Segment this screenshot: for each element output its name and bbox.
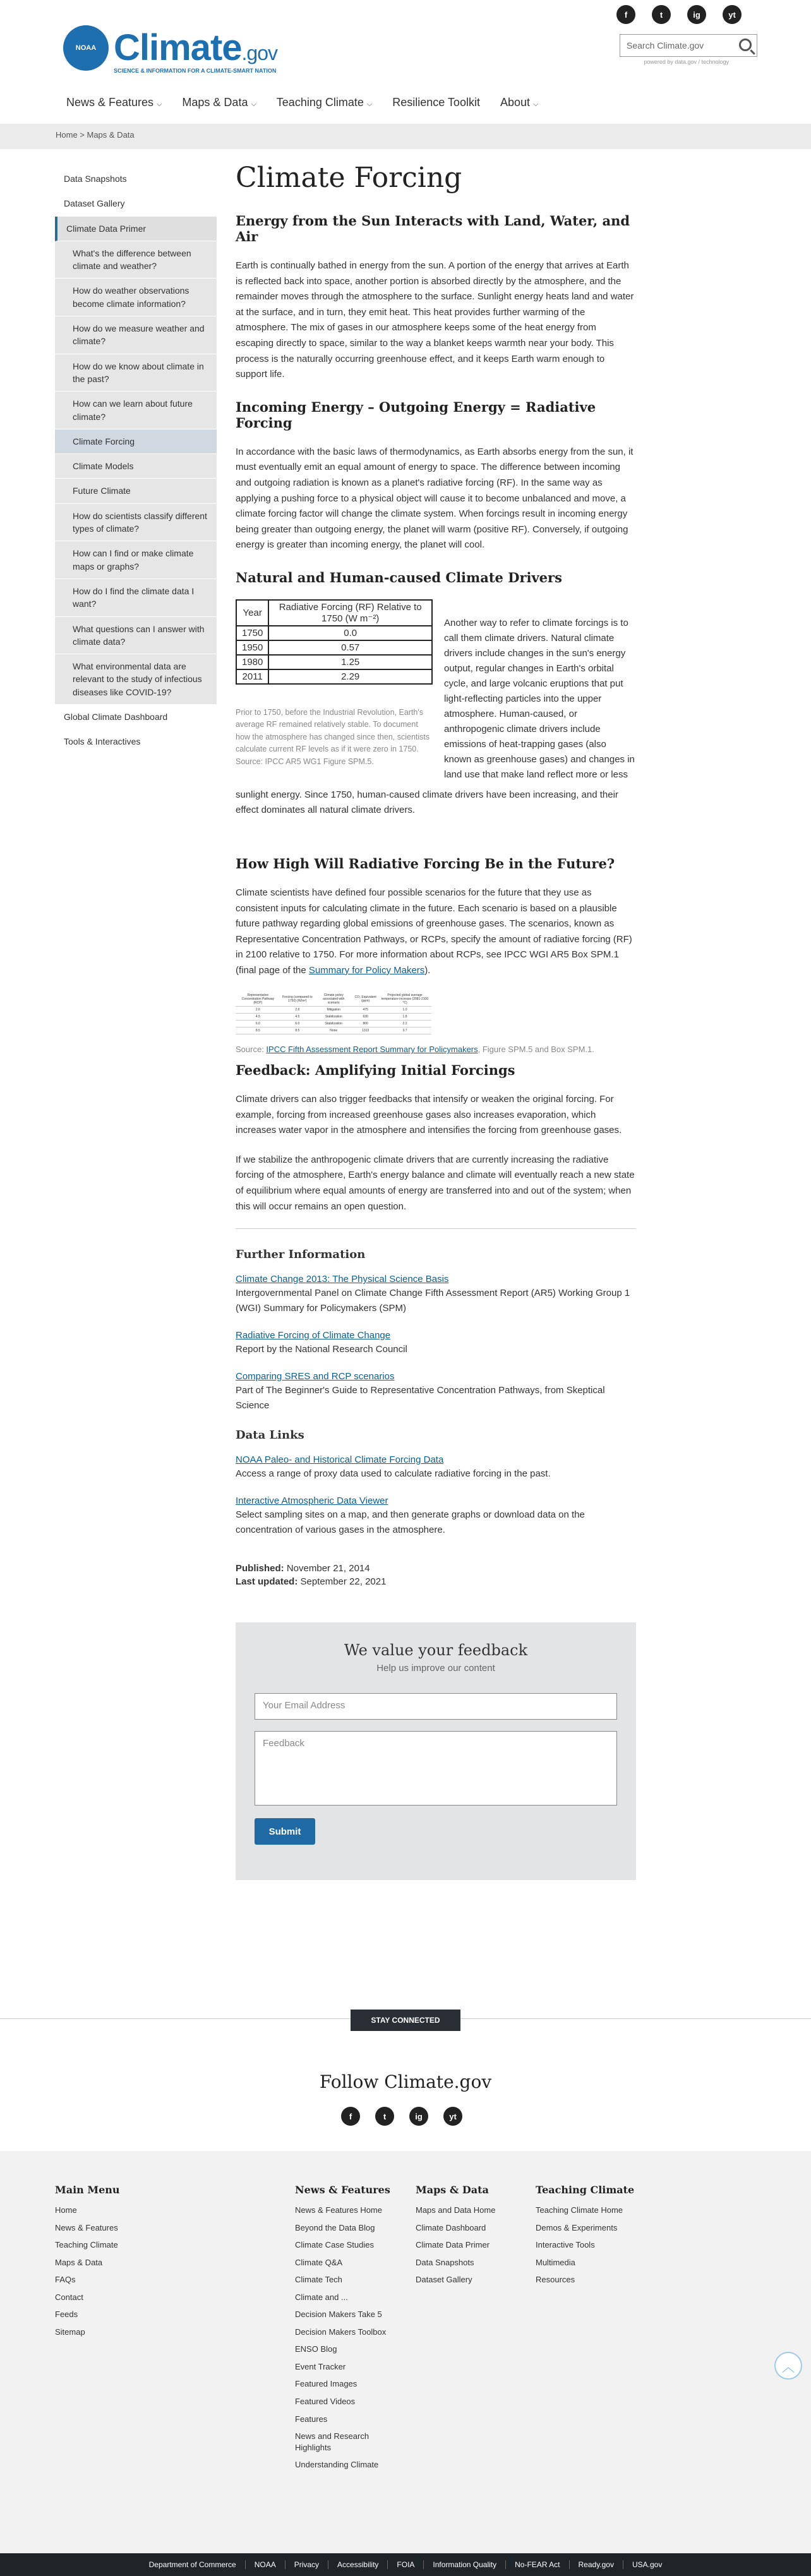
page-title: Climate Forcing: [236, 162, 462, 194]
nav-news-features[interactable]: News & Features ⌵: [66, 96, 162, 109]
further-info-heading: Further Information: [236, 1248, 366, 1262]
paragraph: Climate scientists have defined four possible scenarios for the future that they use as consistent inputs for calculating climate in the future. Each scenario is based on a plausible future pathway regarding global emissions of greenhouse gases. The scenarios, known as Representative Concentration Pathways, or RCPs, specify the amount of radiative forcing (RF) in 2100 relative to 1750. For more information about RCPs, see IPCC WGI AR5 Box SPM.1 (final page of the Summary for Policy Makers).: [236, 887, 632, 976]
footer-link[interactable]: Interactive Tools: [536, 2240, 595, 2250]
table-caption: Source: IPCC Fifth Assessment Report Summary for Policymakers, Figure SPM.5 and Box SPM.1.: [236, 1045, 594, 1055]
section-heading: Incoming Energy – Outgoing Energy = Radiative Forcing: [236, 398, 596, 431]
published-date: Published: November 21, 2014: [236, 1563, 370, 1574]
youtube-icon[interactable]: yt: [443, 2107, 462, 2126]
climate-gov-logo[interactable]: [63, 25, 277, 74]
footer-link[interactable]: News & Features Home: [295, 2205, 382, 2215]
site-footer: [0, 2151, 811, 2553]
table-row: 2.6 2.6 Mitigation 475 1.0: [236, 1007, 431, 1014]
sidebar-subitem[interactable]: How do weather observations become climate information?: [55, 279, 217, 316]
data-link[interactable]: Interactive Atmospheric Data Viewer: [236, 1495, 388, 1507]
footer-link[interactable]: Teaching Climate: [55, 2240, 118, 2250]
footer-link[interactable]: News & Features: [55, 2222, 118, 2232]
gov-link[interactable]: Privacy: [285, 2560, 328, 2569]
nav-teaching-climate[interactable]: Teaching Climate ⌵: [276, 96, 373, 109]
footer-link[interactable]: Data Snapshots: [416, 2257, 474, 2267]
paragraph: sunlight energy. Since 1750, human-caused climate drivers have been increasing, and their effect dominates all natural climate drivers.: [236, 789, 618, 815]
nav-about[interactable]: About ⌵: [500, 96, 539, 109]
sidebar-subitem[interactable]: How can I find or make climate maps or graphs?: [55, 541, 217, 579]
gov-link[interactable]: USA.gov: [632, 2560, 663, 2569]
facebook-icon[interactable]: f: [616, 5, 635, 24]
footer-col-news: News & Features News & Features Home Beyond the Data Blog Climate Case Studies Climate Q&A Climate Tech Climate and ... Decision Makers Take 5 Decision Makers Toolbox ENSO Blog Event Tracker Featured Images Featured Videos Features News and Research Highlights Understanding Climate: [295, 2184, 402, 2477]
footer-link[interactable]: Resources: [536, 2275, 575, 2285]
follow-heading: Follow Climate.gov: [319, 2071, 492, 2092]
gov-link[interactable]: Accessibility: [328, 2560, 388, 2569]
gov-link[interactable]: NOAA: [246, 2560, 285, 2569]
further-link[interactable]: Climate Change 2013: The Physical Science Basis: [236, 1274, 449, 1285]
gov-link[interactable]: Information Quality: [424, 2560, 506, 2569]
footer-link[interactable]: Features: [295, 2414, 328, 2424]
chevron-down-icon: ⌵: [366, 100, 373, 108]
twitter-icon[interactable]: t: [375, 2107, 394, 2126]
sidebar-item-tools-interactives[interactable]: Tools & Interactives: [55, 729, 217, 754]
content-area: [0, 149, 811, 2006]
search-powered-by: powered by data.gov / technology: [644, 59, 729, 65]
sidebar-subitem[interactable]: How do scientists classify different types of climate?: [55, 504, 217, 542]
table-row: 1950 0.57: [236, 640, 432, 655]
paragraph: Climate drivers can also trigger feedbacks that intensify or weaken the original forcing. For example, forcing from increased greenhouse gases also increases evaporation, which increases water vapor in the atmosphere and intensifies the forcing from greenhouse gases.: [236, 1093, 622, 1136]
social-links-header: [616, 5, 742, 24]
twitter-icon[interactable]: t: [652, 5, 671, 24]
gov-link[interactable]: No-FEAR Act: [506, 2560, 569, 2569]
paragraph: Earth is continually bathed in energy from the sun. A portion of the energy that arrives at Earth is reflected back into space, another portion is absorbed directly by the atmosphere, and the remainder moves through the atmosphere to the surface. Sunlight energy heats land and water at the surface, and in turn, they emit heat. This heat provides further warming of the atmosphere. The mix of gases in our atmosphere keeps some of the heat energy from escaping directly to space, similar to the way a blanket keeps warmth near your body. This process is the naturally occurring greenhouse effect, and it keeps Earth warm enough to support life.: [236, 260, 634, 380]
footer-link[interactable]: Demos & Experiments: [536, 2222, 618, 2232]
logo-text: Climate.gov: [114, 27, 277, 68]
paragraph: If we stabilize the anthropogenic climate drivers that are currently increasing the radiative forcing of the atmosphere, Earth's energy balance and climate will eventually reach a new state of equilibrium where equal amounts of energy are transferred into and out of the system; when this will occur remains an open question.: [236, 1154, 635, 1212]
further-desc: Report by the National Research Council: [236, 1344, 407, 1355]
footer-link[interactable]: Decision Makers Take 5: [295, 2309, 382, 2320]
footer-col-maps: Maps & Data Maps and Data Home Climate Dashboard Climate Data Primer Data Snapshots Dataset Gallery: [416, 2184, 496, 2285]
footer-link[interactable]: Decision Makers Toolbox: [295, 2327, 387, 2337]
chevron-down-icon: ⌵: [157, 100, 162, 108]
footer-link[interactable]: FAQs: [55, 2275, 76, 2285]
footer-link[interactable]: Event Tracker: [295, 2361, 346, 2371]
footer-link[interactable]: Multimedia: [536, 2257, 575, 2267]
sidebar-subitem[interactable]: Climate Models: [55, 454, 217, 479]
footer-link[interactable]: Dataset Gallery: [416, 2275, 472, 2285]
footer-link[interactable]: Climate Case Studies: [295, 2240, 374, 2250]
divider: [236, 1228, 636, 1229]
gov-link[interactable]: Ready.gov: [570, 2560, 623, 2569]
paragraph: In accordance with the basic laws of thermodynamics, as Earth absorbs energy from the sun, it must eventually emit an equal amount of energy to space. The difference between incoming and outgoing radiation is known as a planet's radiative forcing (RF). In the same way as applying a pushing force to a physical object will cause it to become unbalanced and move, a climate forcing factor will change the climate system. When forcings result in incoming energy being greater than outgoing energy, the planet will warm (positive RF). Conversely, if outgoing energy is greater than incoming energy, the planet will cool.: [236, 446, 634, 551]
data-links-heading: Data Links: [236, 1429, 304, 1442]
sidebar-item-data-snapshots[interactable]: Data Snapshots: [55, 167, 217, 191]
section-heading: Energy from the Sun Interacts with Land, Water, and Air: [236, 213, 630, 244]
site-header: [0, 0, 811, 124]
ipcc-ar5-link[interactable]: IPCC Fifth Assessment Report Summary for Policymakers: [266, 1045, 478, 1055]
email-field[interactable]: Your Email Address: [255, 1693, 617, 1720]
sidebar-subitem[interactable]: How do I find the climate data I want?: [55, 579, 217, 617]
table-caption: Prior to 1750, before the Industrial Revolution, Earth's average RF remained relatively stable. To document how the atmosphere has changed since then, scientists calculate current RF levels as if it were zero in 1750. Source: IPCC AR5 WG1 Figure SPM.5.: [236, 707, 430, 766]
footer-link[interactable]: Understanding Climate: [295, 2460, 379, 2470]
article: [236, 162, 636, 1880]
rcp-scenario-table: Representative Concentration Pathway (RCP) Forcing (compared to 1750) (W/m²) Climate policy associated with scenario CO₂ Equivalent (ppm) Projected global average temperature increase (2081-2100 °C) 2.6 2.6 Mitigation 475 1.0 4.5 4.5 Stabilization 630 1.8 6.0 6.0 Stabilization 800 2.2 8.5 8.5 None 1313 3.7: [236, 992, 431, 1034]
footer-link[interactable]: Home: [55, 2205, 77, 2215]
chevron-down-icon: ⌵: [533, 100, 539, 108]
sidebar-subitem[interactable]: What questions can I answer with climate data?: [55, 617, 217, 655]
chevron-down-icon: ⌵: [251, 100, 256, 108]
footer-link[interactable]: Featured Images: [295, 2379, 357, 2389]
paragraph: Another way to refer to climate forcings is to call them climate drivers. Natural climate drivers include changes in the sun's energy output, regular changes in Earth's orbital cycle, and large volcanic eruptions that put light-reflecting particles into the upper atmosphere. Human-caused, or anthropogenic climate drivers include emissions of heat-trapping gases (also known as greenhouse gases) and changes in land use that make land reflect more or less: [444, 617, 635, 780]
search-placeholder: Search Climate.gov: [627, 40, 704, 51]
nav-maps-data[interactable]: Maps & Data ⌵: [182, 96, 256, 109]
footer-link[interactable]: Feeds: [55, 2309, 78, 2320]
footer-link[interactable]: Sitemap: [55, 2327, 85, 2337]
section-heading: Feedback: Amplifying Initial Forcings: [236, 1062, 515, 1078]
footer-link[interactable]: ENSO Blog: [295, 2344, 337, 2354]
drivers-section: [236, 599, 636, 839]
sidebar-item-climate-data-primer[interactable]: Climate Data Primer: [55, 217, 217, 241]
data-link[interactable]: NOAA Paleo- and Historical Climate Forcing Data: [236, 1454, 444, 1466]
instagram-icon[interactable]: ig: [687, 5, 706, 24]
table-header: Year: [236, 600, 268, 626]
sidebar-subitem[interactable]: How do we know about climate in the past?: [55, 354, 217, 392]
search-icon[interactable]: [739, 39, 752, 51]
further-link[interactable]: Comparing SRES and RCP scenarios: [236, 1371, 395, 1382]
government-links-bar: [0, 2553, 811, 2576]
gov-link[interactable]: Department of Commerce: [140, 2560, 246, 2569]
noaa-logo-icon: NOAA: [63, 25, 109, 71]
footer-col-main-menu: Main Menu Home News & Features Teaching Climate Maps & Data FAQs Contact Feeds Sitemap: [55, 2184, 120, 2337]
feedback-textarea[interactable]: Feedback: [255, 1731, 617, 1806]
table-row: 4.5 4.5 Stabilization 630 1.8: [236, 1014, 431, 1021]
main-nav: [66, 96, 538, 109]
footer-link[interactable]: News and Research Highlights: [295, 2431, 369, 2452]
footer-link[interactable]: Teaching Climate Home: [536, 2205, 623, 2215]
feedback-title: We value your feedback: [344, 1641, 528, 1660]
section-heading: How High Will Radiative Forcing Be in the Future?: [236, 855, 615, 872]
sidebar-subitem[interactable]: What's the difference between climate and weather?: [55, 241, 217, 279]
logo-tagline: SCIENCE & INFORMATION FOR A CLIMATE-SMART NATION: [114, 68, 277, 74]
further-link[interactable]: Radiative Forcing of Climate Change: [236, 1330, 391, 1341]
youtube-icon[interactable]: yt: [723, 5, 742, 24]
gov-link[interactable]: FOIA: [388, 2560, 424, 2569]
social-links-footer: [341, 2107, 462, 2126]
section-heading: Natural and Human-caused Climate Drivers: [236, 569, 562, 585]
nav-resilience-toolkit[interactable]: Resilience Toolkit: [392, 96, 480, 109]
sidebar-item-dataset-gallery[interactable]: Dataset Gallery: [55, 191, 217, 216]
footer-link[interactable]: Beyond the Data Blog: [295, 2222, 375, 2232]
spm-link[interactable]: Summary for Policy Makers: [308, 964, 425, 976]
updated-date: Last updated: September 22, 2021: [236, 1576, 387, 1588]
footer-link[interactable]: Climate Data Primer: [416, 2240, 490, 2250]
feedback-subtitle: Help us improve our content: [376, 1663, 495, 1674]
search-input[interactable]: [620, 34, 757, 57]
table-header: Radiative Forcing (RF) Relative to 1750 (W m⁻²): [268, 600, 432, 626]
facebook-icon[interactable]: f: [341, 2107, 360, 2126]
radiative-forcing-table: [236, 599, 433, 685]
footer-link[interactable]: Climate Tech: [295, 2275, 342, 2285]
instagram-icon[interactable]: ig: [409, 2107, 428, 2126]
footer-link[interactable]: Maps & Data: [55, 2257, 103, 2267]
stay-connected-button[interactable]: STAY CONNECTED: [351, 2010, 460, 2031]
further-desc: Intergovernmental Panel on Climate Change Fifth Assessment Report (AR5) Working Group 1 (WGI) Summary for Policymakers (SPM): [236, 1288, 630, 1314]
sidebar-item-global-climate-dashboard[interactable]: Global Climate Dashboard: [55, 705, 217, 729]
footer-link[interactable]: Climate Q&A: [295, 2257, 343, 2267]
table-row: 6.0 6.0 Stabilization 800 2.2: [236, 1021, 431, 1027]
sidebar-subitem[interactable]: Future Climate: [55, 479, 217, 503]
footer-link[interactable]: Climate Dashboard: [416, 2222, 486, 2232]
footer-link[interactable]: Maps and Data Home: [416, 2205, 496, 2215]
sidebar-subitem[interactable]: How can we learn about future climate?: [55, 392, 217, 429]
sidebar: [55, 167, 217, 755]
feedback-form: [236, 1622, 636, 1880]
footer-link[interactable]: Featured Videos: [295, 2397, 356, 2407]
footer-link[interactable]: Climate and ...: [295, 2292, 348, 2302]
breadcrumb[interactable]: Home > Maps & Data: [0, 124, 811, 149]
data-link-desc: Access a range of proxy data used to calculate radiative forcing in the past.: [236, 1468, 551, 1480]
back-to-top-icon[interactable]: ︿: [774, 2352, 802, 2380]
footer-col-teaching: Teaching Climate Teaching Climate Home Demos & Experiments Interactive Tools Multimedia Resources: [536, 2184, 635, 2285]
table-row: 1980 1.25: [236, 655, 432, 669]
submit-button[interactable]: Submit: [255, 1818, 315, 1845]
stay-connected-section: [0, 2006, 811, 2151]
sidebar-subitem[interactable]: How do we measure weather and climate?: [55, 316, 217, 354]
table-row: 2011 2.29: [236, 669, 432, 684]
footer-link[interactable]: Contact: [55, 2292, 83, 2302]
sidebar-subitem-climate-forcing-active[interactable]: Climate Forcing: [55, 429, 217, 454]
further-desc: Part of The Beginner's Guide to Representative Concentration Pathways, from Skeptical Science: [236, 1385, 605, 1411]
data-link-desc: Select sampling sites on a map, and then generate graphs or download data on the concentration of various gases in the atmosphere.: [236, 1509, 585, 1536]
sidebar-subitem[interactable]: What environmental data are relevant to the study of infectious diseases like COVID-19?: [55, 654, 217, 705]
table-row: 8.5 8.5 None 1313 3.7: [236, 1027, 431, 1034]
table-row: 1750 0.0: [236, 626, 432, 640]
